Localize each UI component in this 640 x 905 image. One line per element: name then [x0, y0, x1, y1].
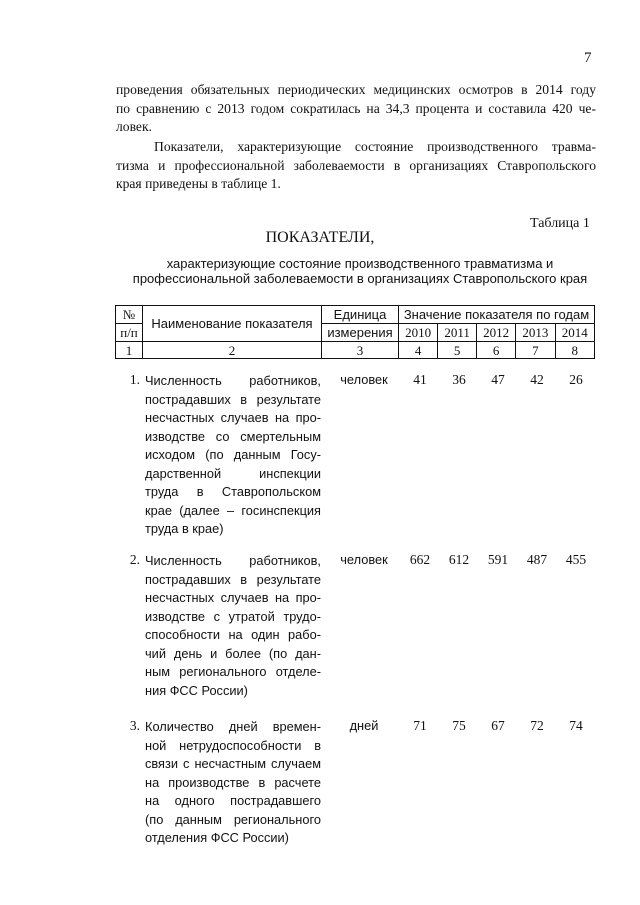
indicator-line: Численность работников, — [145, 373, 321, 388]
intro-paragraph-2 — [116, 138, 596, 194]
paragraph-line: края приведены в таблице 1. — [116, 176, 281, 191]
paragraph-line: Показатели, характеризующие состояние производственного травма- — [154, 139, 596, 154]
page-number: 7 — [584, 50, 592, 66]
indicator-line: труда в Ставропольском — [145, 484, 321, 499]
value-cell: 72 — [530, 718, 544, 733]
indicator-line: изводстве с утратой трудо- — [145, 608, 321, 624]
paragraph-line: тизма и профессиональной заболеваемости в организациях Ставропольского — [116, 157, 596, 173]
value-cell: 67 — [491, 718, 505, 733]
column-number: 8 — [555, 342, 594, 359]
indicator-line: несчастных случаев на про- — [145, 590, 321, 605]
column-number: 6 — [476, 342, 515, 359]
value-cell: 612 — [448, 552, 470, 567]
indicator-line: пострадавших в результате — [145, 571, 321, 587]
value-cell: 47 — [491, 372, 505, 387]
column-number: 4 — [399, 342, 438, 359]
unit-cell: дней — [349, 718, 379, 733]
intro-paragraph-1 — [116, 81, 596, 137]
header-year: 2011 — [438, 324, 477, 342]
indicator-line: труда в крае) — [145, 521, 224, 536]
indicator-name — [145, 718, 321, 848]
indicator-line: отделения ФСС России) — [145, 830, 289, 845]
value-cell: 42 — [530, 372, 544, 387]
indicator-name — [145, 552, 321, 700]
paragraph-line: ловек. — [116, 119, 152, 134]
row-number: 2. — [129, 552, 140, 567]
column-number: 5 — [438, 342, 477, 359]
column-number: 1 — [116, 342, 143, 359]
header-year: 2010 — [399, 324, 438, 342]
value-cell: 662 — [409, 552, 431, 567]
indicator-line: на производстве в расчете — [145, 774, 321, 790]
value-cell: 26 — [569, 372, 583, 387]
header-year: 2012 — [476, 324, 515, 342]
row-number: 3. — [129, 718, 140, 733]
table-caption: Таблица 1 — [530, 216, 590, 231]
indicator-line: (по данным регионального — [145, 811, 321, 827]
indicator-line: ной нетрудоспособности в — [145, 737, 321, 753]
indicator-line: ным регионального отделе- — [145, 664, 321, 679]
indicator-line: несчастных случаев на про- — [145, 410, 321, 425]
header-values-group: Значение показателя по годам — [399, 306, 595, 324]
value-cell: 71 — [413, 718, 427, 733]
subheading-line: характеризующие состояние производственного травматизма и — [166, 256, 554, 271]
unit-cell: человек — [340, 372, 388, 387]
indicator-line: ния ФСС России) — [145, 682, 248, 698]
table-subheading — [0, 256, 640, 286]
table-heading: ПОКАЗАТЕЛИ, — [265, 229, 375, 246]
indicator-line: пострадавших в результате — [145, 391, 321, 407]
indicator-line: на одного пострадавшего — [145, 793, 321, 808]
indicator-line: связи с несчастным случаем — [145, 756, 321, 771]
header-year: 2014 — [555, 324, 594, 342]
indicator-line: крае (далее – госинспекция — [145, 502, 321, 518]
column-number: 2 — [143, 342, 322, 359]
header-unit-top: Единица — [322, 306, 399, 324]
indicator-name — [145, 372, 321, 539]
paragraph-line: проведения обязательных периодических медицинских осмотров в 2014 году — [116, 82, 596, 97]
column-number: 3 — [322, 342, 399, 359]
header-num-bottom: п/п — [116, 324, 143, 342]
table-header — [115, 305, 595, 359]
indicator-line: Количество дней времен- — [145, 719, 321, 734]
header-unit-bottom: измерения — [322, 324, 399, 342]
subheading-line: профессиональной заболеваемости в организациях Ставропольского края — [132, 271, 588, 286]
header-num-top: № — [116, 306, 143, 324]
header-year: 2013 — [516, 324, 555, 342]
row-number: 1. — [129, 372, 140, 387]
indicator-line: исходом (по данным Госу- — [145, 447, 321, 462]
indicator-line: чий день и более (по дан- — [145, 645, 321, 661]
unit-cell: человек — [340, 552, 388, 567]
indicator-line: изводстве со смертельным — [145, 428, 321, 444]
value-cell: 36 — [452, 372, 466, 387]
value-cell: 75 — [452, 718, 466, 733]
value-cell: 41 — [413, 372, 427, 387]
value-cell: 487 — [526, 552, 548, 567]
indicator-line: дарственной инспекции — [145, 465, 321, 481]
value-cell: 74 — [569, 718, 583, 733]
indicator-line: способности на один рабо- — [145, 627, 321, 642]
indicator-line: Численность работников, — [145, 553, 321, 568]
value-cell: 455 — [565, 552, 587, 567]
paragraph-line: по сравнению с 2013 годом сократилась на 34,3 процента и составила 420 че- — [116, 100, 596, 116]
column-number: 7 — [516, 342, 555, 359]
value-cell: 591 — [487, 552, 509, 567]
header-name: Наименование показателя — [143, 306, 322, 342]
